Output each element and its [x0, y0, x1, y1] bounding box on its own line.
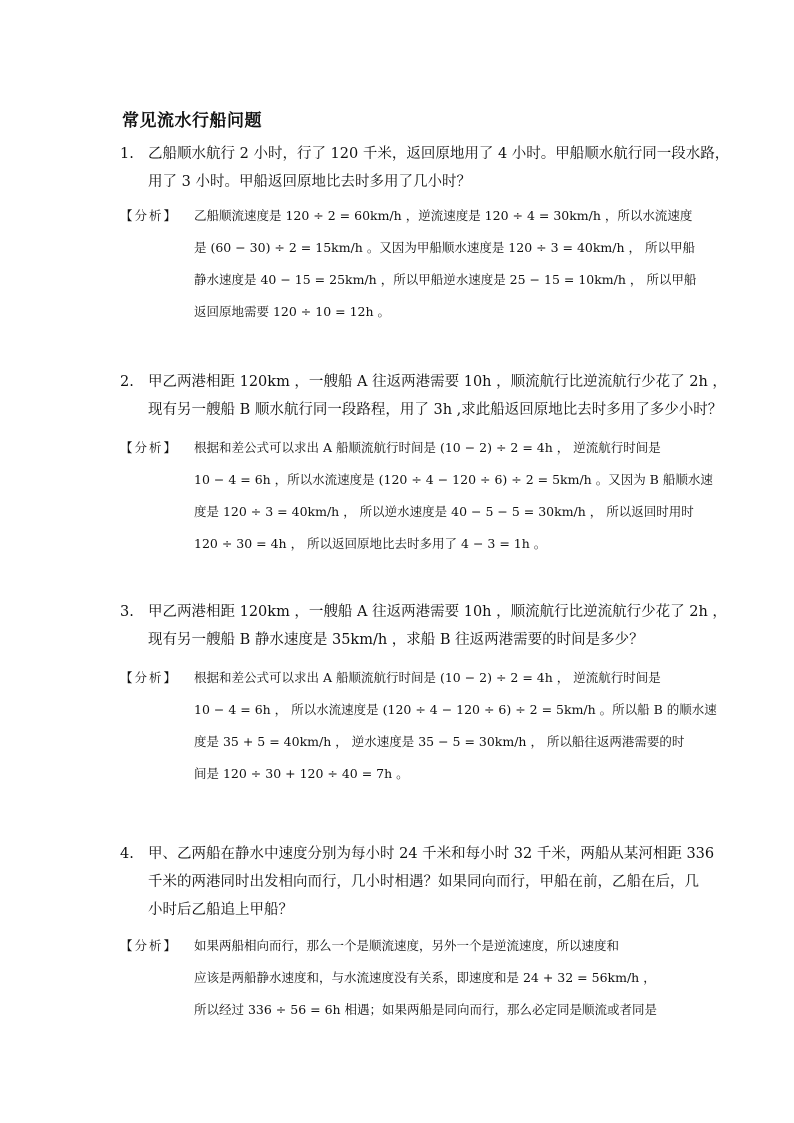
analysis-line: 如果两船相向而行，那么一个是顺流速度，另外一个是逆流速度，所以速度和: [194, 938, 620, 953]
analysis-line: 应该是两船静水速度和，与水流速度没有关系，即速度和是 24 + 32 = 56km/h ，: [194, 970, 656, 985]
problem-4-question: [120, 840, 715, 924]
question-line: 甲、乙两船在静水中速度分别为每小时 24 千米和每小时 32 千米，两船从某河相距 336: [148, 846, 715, 862]
question-line: 千米的两港同时出发相向而行，几小时相遇？如果同向而行，甲船在前，乙船在后，几: [148, 874, 699, 890]
question-line: 乙船顺水航行 2 小时，行了 120 千米，返回原地用了 4 小时。甲船顺水航行同一段水路，: [148, 146, 730, 162]
page-title: 常见流水行船问题: [122, 111, 262, 131]
analysis-line: 返回原地需要 120 ÷ 10 = 12h 。: [194, 304, 391, 319]
problem-2-analysis: [120, 432, 713, 560]
question-line: 现有另一艘船 B 静水速度是 35km/h ，求船 B 往返两港需要的时间是多少？: [148, 632, 644, 648]
analysis-line: 根据和差公式可以求出 A 船顺流航行时间是 (10 − 2) ÷ 2 = 4h ， 逆流航行时间是: [194, 440, 661, 455]
analysis-label: 【分析】: [120, 208, 179, 223]
analysis-line: 10 − 4 = 6h ，所以水流速度是 (120 ÷ 4 − 120 ÷ 6) ÷ 2 = 5km/h 。又因为 B 船顺水速: [194, 472, 713, 487]
problem-4-analysis: [120, 930, 690, 1026]
problem-number: 4.: [120, 846, 134, 862]
analysis-line: 根据和差公式可以求出 A 船顺流航行时间是 (10 − 2) ÷ 2 = 4h ， 逆流航行时间是: [194, 670, 661, 685]
analysis-line: 度是 120 ÷ 3 = 40km/h ， 所以逆水速度是 40 − 5 − 5 = 30km/h ， 所以返回时用时: [194, 504, 694, 519]
question-line: 甲乙两港相距 120km ，一艘船 A 往返两港需要 10h ，顺流航行比逆流航行少花了 2h ，: [148, 604, 727, 620]
analysis-line: 所以经过 336 ÷ 56 = 6h 相遇；如果两船是同向而行，那么必定同是顺流或者同是: [194, 1002, 658, 1017]
analysis-line: 间是 120 ÷ 30 + 120 ÷ 40 = 7h 。: [194, 766, 409, 781]
problem-number: 2.: [120, 374, 134, 390]
question-line: 甲乙两港相距 120km ，一艘船 A 往返两港需要 10h ，顺流航行比逆流航行少花了 2h ，: [148, 374, 727, 390]
analysis-line: 度是 35 + 5 = 40km/h ， 逆水速度是 35 − 5 = 30km/h ， 所以船往返两港需要的时: [194, 734, 685, 749]
analysis-label: 【分析】: [120, 938, 179, 953]
problem-1-question: [120, 140, 730, 196]
question-line: 用了 3 小时。甲船返回原地比去时多用了几小时？: [148, 174, 471, 190]
question-line: 现有另一艘船 B 顺水航行同一段路程，用了 3h ,求此船返回原地比去时多用了多少小时？: [148, 402, 723, 418]
problem-number: 1.: [120, 146, 134, 162]
problem-number: 3.: [120, 604, 134, 620]
analysis-label: 【分析】: [120, 670, 179, 685]
problem-2-question: [120, 368, 727, 424]
problem-3-analysis: [120, 662, 717, 790]
analysis-line: 静水速度是 40 − 15 = 25km/h ，所以甲船逆水速度是 25 − 15 = 10km/h ， 所以甲船: [194, 272, 697, 287]
problem-1-analysis: [120, 200, 697, 328]
question-line: 小时后乙船追上甲船？: [148, 902, 293, 918]
analysis-line: 120 ÷ 30 = 4h ， 所以返回原地比去时多用了 4 − 3 = 1h 。: [194, 536, 547, 551]
analysis-line: 乙船顺流速度是 120 ÷ 2 = 60km/h ，逆流速度是 120 ÷ 4 = 30km/h ，所以水流速度: [194, 208, 693, 223]
analysis-line: 是 (60 − 30) ÷ 2 = 15km/h 。又因为甲船顺水速度是 120 ÷ 3 = 40km/h ， 所以甲船: [194, 240, 695, 255]
problem-3-question: [120, 598, 727, 654]
analysis-line: 10 − 4 = 6h ， 所以水流速度是 (120 ÷ 4 − 120 ÷ 6) ÷ 2 = 5km/h 。所以船 B 的顺水速: [194, 702, 717, 717]
analysis-label: 【分析】: [120, 440, 179, 455]
